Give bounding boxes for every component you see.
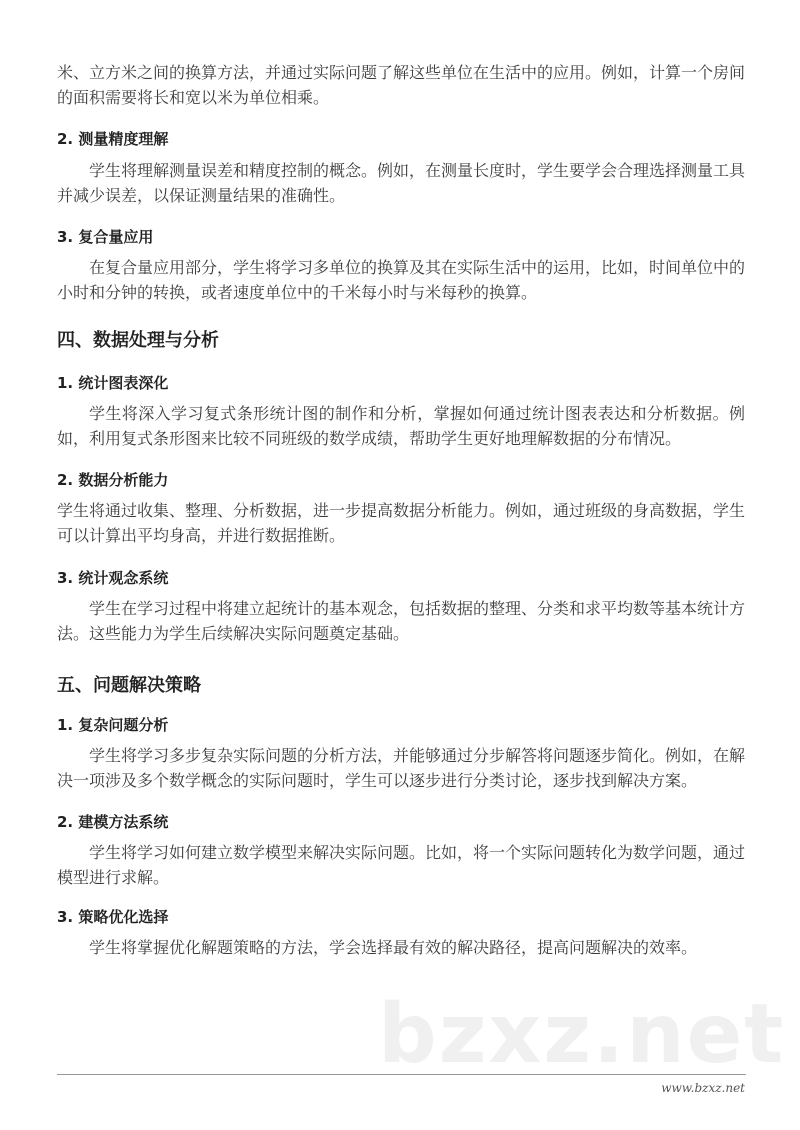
paragraph-continued: 米、立方米之间的换算方法，并通过实际问题了解这些单位在生活中的应用。例如，计算一个房间的面积需要将长和宽以米为单位相乘。	[57, 63, 746, 107]
subheading: 3. 统计观念系统	[57, 569, 169, 587]
watermark: bzxz.net	[378, 987, 786, 1082]
subheading: 2. 数据分析能力	[57, 471, 169, 489]
paragraph: 学生将学习多步复杂实际问题的分析方法，并能够通过分步解答将问题逐步简化。例如，在解决一项涉及多个数学概念的实际问题时，学生可以逐步进行分类讨论，逐步找到解决方案。	[57, 746, 746, 790]
footer-url: www.bzxz.net	[661, 1081, 745, 1095]
subheading: 3. 策略优化选择	[57, 908, 169, 926]
section-title-problem-solving: 五、问题解决策略	[57, 675, 201, 696]
subheading-compound-quantity: 3. 复合量应用	[57, 228, 154, 246]
paragraph: 学生将学习如何建立数学模型来解决实际问题。比如，将一个实际问题转化为数学问题，通过模型进行求解。	[57, 843, 746, 887]
paragraph: 在复合量应用部分，学生将学习多单位的换算及其在实际生活中的运用，比如，时间单位中的小时和分钟的转换，或者速度单位中的千米每小时与米每秒的换算。	[57, 258, 746, 302]
subheading-measurement-precision: 2. 测量精度理解	[57, 130, 169, 148]
section-title-data-analysis: 四、数据处理与分析	[57, 330, 219, 351]
subheading: 1. 复杂问题分析	[57, 716, 169, 734]
paragraph: 学生在学习过程中将建立起统计的基本观念，包括数据的整理、分类和求平均数等基本统计方法。这些能力为学生后续解决实际问题奠定基础。	[57, 599, 746, 643]
paragraph: 学生将深入学习复式条形统计图的制作和分析，掌握如何通过统计图表表达和分析数据。例如，利用复式条形图来比较不同班级的数学成绩，帮助学生更好地理解数据的分布情况。	[57, 404, 745, 448]
paragraph: 学生将掌握优化解题策略的方法，学会选择最有效的解决路径，提高问题解决的效率。	[89, 938, 698, 957]
paragraph: 学生将理解测量误差和精度控制的概念。例如，在测量长度时，学生要学会合理选择测量工具并减少误差，以保证测量结果的准确性。	[57, 161, 746, 205]
paragraph: 学生将通过收集、整理、分析数据，进一步提高数据分析能力。例如，通过班级的身高数据，学生可以计算出平均身高，并进行数据推断。	[57, 501, 746, 545]
subheading: 1. 统计图表深化	[57, 374, 169, 392]
subheading: 2. 建模方法系统	[57, 813, 169, 831]
footer-divider	[57, 1074, 746, 1075]
